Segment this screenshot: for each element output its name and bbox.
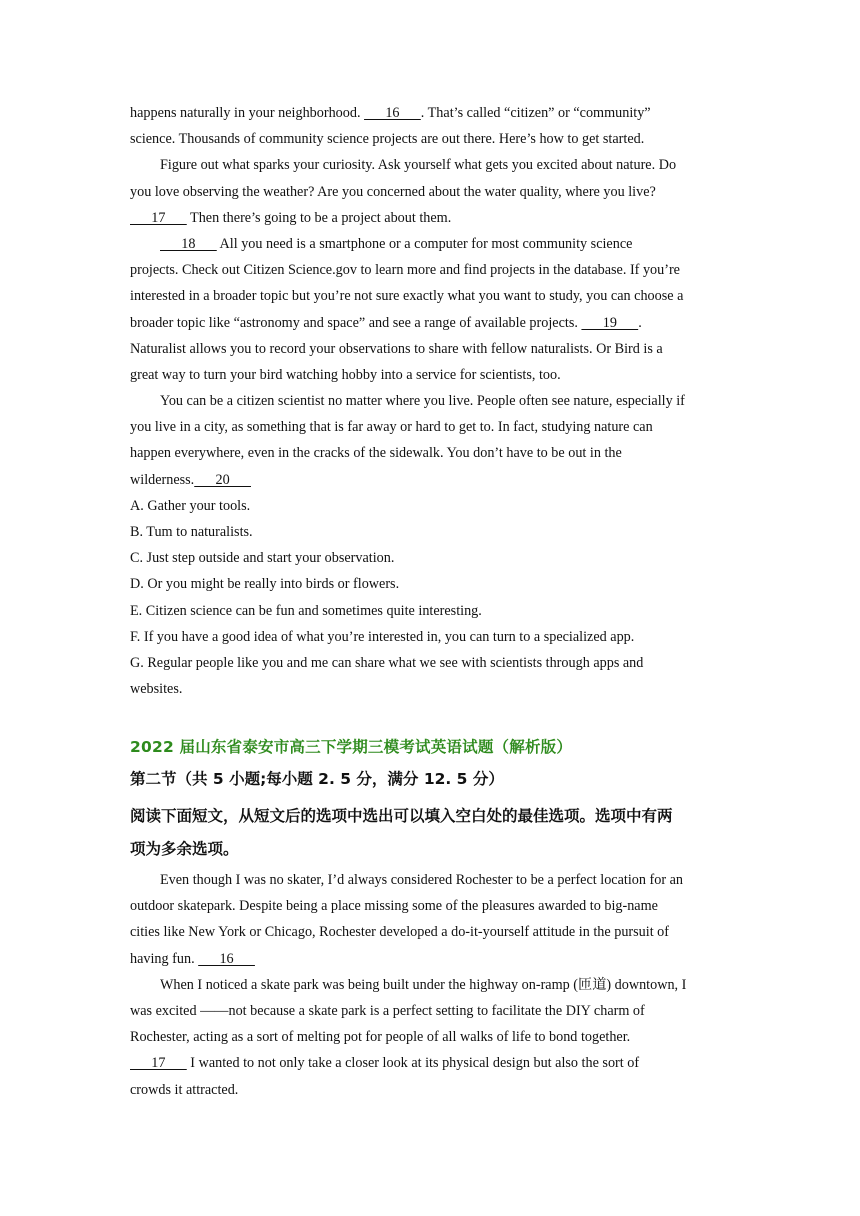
text-line (130, 100, 730, 126)
passage-two (130, 867, 730, 1103)
answer-blank: 20 (194, 471, 251, 488)
text-line (130, 336, 730, 362)
section-heading: 第二节（共 5 小题;每小题 2. 5 分，满分 12. 5 分） (130, 770, 504, 788)
text-line (130, 414, 730, 440)
text-line (130, 1077, 730, 1103)
line-text: science. Thousands of community science projects are out there. Here’s how to get started. (130, 131, 645, 148)
text-line (130, 972, 730, 998)
answer-option: G. Regular people like you and me can share what we see with scientists through apps and (130, 654, 644, 671)
text-line (130, 1024, 730, 1050)
line-text: Naturalist allows you to record your observations to share with fellow naturalists. Or Bird is a (130, 340, 663, 357)
answer-blank: 19 (581, 314, 639, 331)
instruction-line: 项为多余选项。 (130, 840, 239, 858)
text-line (130, 440, 730, 466)
line-text: Figure out what sparks your curiosity. Ask yourself what gets you excited about nature. Do (160, 157, 677, 174)
answer-blank: 16 (364, 105, 421, 121)
instruction-line: 阅读下面短文，从短文后的选项中选出可以填入空白处的最佳选项。选项中有两 (130, 807, 673, 825)
text-line (130, 231, 730, 257)
text-line (130, 919, 730, 945)
line-text: You can be a citizen scientist no matter where you live. People often see nature, especially if (160, 393, 685, 410)
instructions (130, 800, 740, 866)
text-line (130, 388, 730, 414)
line-text: projects. Check out Citizen Science.gov to learn more and find projects in the database. If you’re (130, 262, 680, 279)
line-text: you live in a city, as something that is far away or hard to get to. In fact, studying nature can (130, 419, 653, 436)
text-line (130, 257, 730, 283)
answer-blank: 18 (160, 235, 217, 252)
line-text: having fun. (130, 950, 199, 967)
line-text: I wanted to not only take a closer look at its physical design but also the sort of (186, 1055, 640, 1072)
line-text: happens naturally in your neighborhood. (130, 105, 365, 121)
answer-option: websites. (130, 681, 183, 698)
line-text: outdoor skatepark. Despite being a place missing some of the pleasures awarded to big-name (130, 898, 658, 915)
line-text: wilderness. (130, 471, 195, 488)
text-line (130, 867, 730, 893)
text-line (130, 205, 730, 231)
answer-option: B. Tum to naturalists. (130, 524, 253, 540)
line-text: crowds it attracted. (130, 1081, 239, 1098)
text-line (130, 126, 730, 152)
text-line (130, 283, 730, 309)
text-line (130, 893, 730, 919)
text-line (130, 946, 730, 972)
line-text: great way to turn your bird watching hobby into a service for scientists, too. (130, 366, 561, 383)
line-text: . (638, 314, 642, 331)
answer-option: E. Citizen science can be fun and sometimes quite interesting. (130, 602, 482, 619)
text-line (130, 467, 730, 493)
answer-blank: 16 (198, 950, 255, 967)
text-line (130, 1050, 730, 1076)
line-text: was excited ——not because a skate park is a perfect setting to facilitate the DIY charm of (130, 1002, 645, 1019)
line-text: All you need is a smartphone or a computer for most community science (216, 235, 633, 252)
line-text: When I noticed a skate park was being built under the highway on-ramp (匝道) downtown, I (160, 976, 687, 993)
answer-option: C. Just step outside and start your observation. (130, 550, 395, 567)
answer-option: D. Or you might be really into birds or flowers. (130, 576, 400, 593)
text-line (130, 152, 730, 178)
line-text: broader topic like “astronomy and space” and see a range of available projects. (130, 314, 582, 331)
line-text: Then there’s going to be a project about them. (186, 209, 452, 226)
text-line (130, 998, 730, 1024)
text-line (130, 362, 730, 388)
line-text: Even though I was no skater, I’d always considered Rochester to be a perfect location for an (160, 872, 683, 888)
answer-blank: 17 (130, 1055, 187, 1072)
line-text: interested in a broader topic but you’re not sure exactly what you want to study, you can choose a (130, 288, 684, 305)
line-text: happen everywhere, even in the cracks of the sidewalk. You don’t have to be out in the (130, 445, 622, 462)
line-text: you love observing the weather? Are you concerned about the water quality, where you live? (130, 183, 656, 200)
line-text: Rochester, acting as a sort of melting pot for people of all walks of life to bond together. (130, 1029, 631, 1046)
passage-one (130, 100, 730, 702)
line-text: . That’s called “citizen” or “community” (420, 105, 651, 121)
text-line (130, 310, 730, 336)
answer-option: F. If you have a good idea of what you’re interested in, you can turn to a specialized app. (130, 628, 635, 645)
line-text: cities like New York or Chicago, Rochester developed a do-it-yourself attitude in the pursuit of (130, 924, 669, 941)
answer-option: A. Gather your tools. (130, 497, 251, 514)
exam-title: 2022 届山东省泰安市高三下学期三模考试英语试题（解析版） (130, 738, 573, 756)
text-line (130, 179, 730, 205)
answer-blank: 17 (130, 209, 187, 226)
